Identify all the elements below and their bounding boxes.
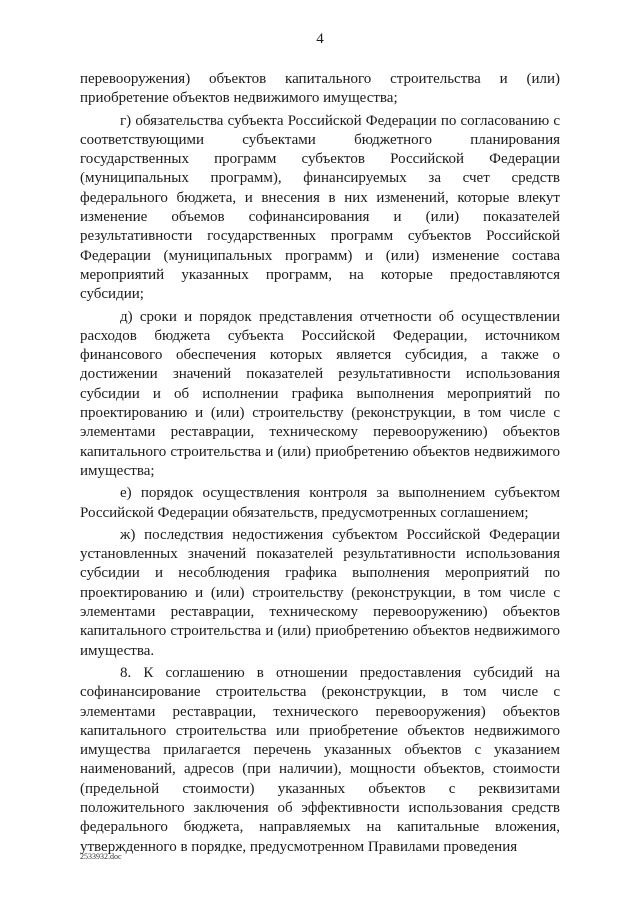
document-body xyxy=(80,70,560,860)
paragraph-section-8: 8. К соглашению в отношении предоставления субсидий на софинансирование строительства (реконструкции, в том числе с элементами реставрации, технического перевооружения) объектов капитального строительства или приобретение объектов недвижимого имущества прилагается перечень указанных объектов с указанием наименований, адресов (при наличии), мощности объектов, стоимости (предельной стоимости) указанных объектов с реквизитами положительного заключения об эффективности использования средств федерального бюджета, направляемых на капитальные вложения, утвержденного в порядке, предусмотренном Правилами проведения xyxy=(80,664,560,855)
paragraph-continuation: перевооружения) объектов капитального строительства и (или) приобретение объектов недвижимого имущества; xyxy=(80,71,560,107)
paragraph-item-e: е) порядок осуществления контроля за выполнением субъектом Российской Федерации обязательств, предусмотренных соглашением; xyxy=(80,485,560,521)
footer-filename: 2533932.doc xyxy=(80,852,122,861)
paragraph-item-zh: ж) последствия недостижения субъектом Российской Федерации установленных значений показателей результативности использования субсидии и несоблюдения графика выполнения мероприятий по проектированию и (или) строительству (реконструкции, в том числе с элементами реставрации, техническому перевооружению) объектов капитального строительства и (или) приобретению объектов недвижимого имущества. xyxy=(80,526,560,659)
paragraph-item-g: г) обязательства субъекта Российской Федерации по согласованию с соответствующими субъектами бюджетного планирования государственных программ субъектов Российской Федерации (муниципальных программ), финансируемых за счет средств федерального бюджета, и внесения в них изменений, которые влекут изменение объемов софинансирования и (или) показателей результативности государственных программ субъектов Российской Федерации (муниципальных программ) и (или) изменение состава мероприятий указанных программ, на которые предоставляются субсидии; xyxy=(80,112,560,303)
paragraph-item-d: д) сроки и порядок представления отчетности об осуществлении расходов бюджета субъекта Российской Федерации, источником финансового обеспечения которых является субсидия, а также о достижении значений показателей результативности использования субсидии и об исполнении графика выполнения мероприятий по проектированию и (или) строительству (реконструкции, в том числе с элементами реставрации, техническому перевооружению) объектов капитального строительства и (или) приобретению объектов недвижимого имущества; xyxy=(80,308,560,479)
page-number: 4 xyxy=(316,31,324,47)
